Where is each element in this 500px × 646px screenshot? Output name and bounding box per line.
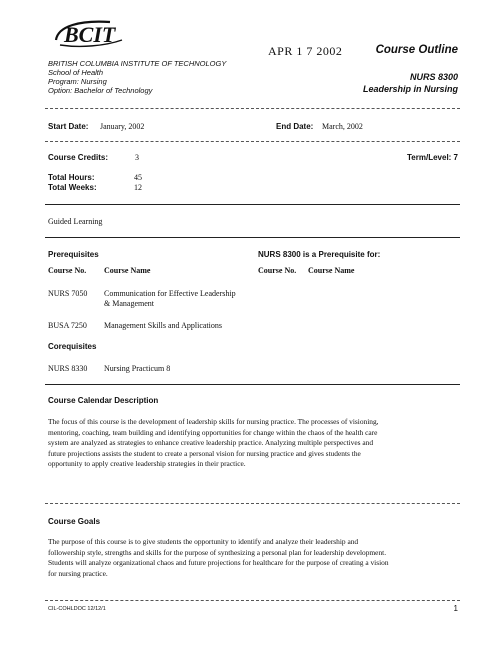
goals-line-4: for nursing practice. <box>48 568 108 578</box>
coreq-name: Nursing Practicum 8 <box>104 364 171 373</box>
prereq-col-course-name: Course Name <box>104 266 151 275</box>
footer-file-ref: CIL-COHLDOC 12/12/1 <box>48 606 106 612</box>
prereq-row-1-no: NURS 7050 <box>48 289 88 298</box>
prereq-col-course-no: Course No. <box>48 266 87 275</box>
prereq-for-col-course-no: Course No. <box>258 266 297 275</box>
prereq-heading: Prerequisites <box>48 250 99 259</box>
dates-divider <box>45 141 460 142</box>
totals-divider <box>45 204 460 205</box>
calendar-description <box>48 417 466 470</box>
bcit-logo <box>50 18 128 52</box>
prereq-for-col-course-name: Course Name <box>308 266 355 275</box>
calendar-line-4: future projections assists the student to create a personal vision for nursing practice and gives students the <box>48 448 361 458</box>
calendar-line-2: mentoring, coaching, team building and identifying opportunities for change within the chaos of the health care <box>48 427 378 437</box>
coreq-no: NURS 8330 <box>48 364 88 373</box>
prereq-row-1-name-cont: & Management <box>104 299 154 308</box>
option-name: Option: Bachelor of Technology <box>48 86 153 95</box>
end-date-label: End Date: <box>276 122 314 131</box>
course-code: NURS 8300 <box>409 72 458 82</box>
term-level: Term/Level: 7 <box>407 153 458 162</box>
prereq-row-2-no: BUSA 7250 <box>48 321 87 330</box>
received-stamp: APR 1 7 2002 <box>268 44 343 58</box>
footer-divider <box>45 600 460 601</box>
calendar-line-5: opportunity to apply creative leadership strategies in their practice. <box>48 459 246 469</box>
header-divider <box>45 108 460 109</box>
institute-name: BRITISH COLUMBIA INSTITUTE OF TECHNOLOGY <box>48 59 227 68</box>
end-date-value: March, 2002 <box>322 122 363 131</box>
credits-label: Course Credits: <box>48 153 109 162</box>
calendar-line-1: The focus of this course is the development of leadership skills for nursing practice. The processes of visioning, <box>48 417 379 426</box>
prereq-row-1-name: Communication for Effective Leadership <box>104 289 236 298</box>
coreq-divider <box>45 384 460 385</box>
total-hours-value: 45 <box>134 173 142 182</box>
goals-heading: Course Goals <box>48 517 101 526</box>
total-weeks-label: Total Weeks: <box>48 183 97 192</box>
total-weeks-value: 12 <box>134 183 142 192</box>
calendar-divider <box>45 503 460 504</box>
prereq-for-heading: NURS 8300 is a Prerequisite for: <box>258 250 381 259</box>
coreq-heading: Corequisites <box>48 342 97 351</box>
prereq-row-2-name: Management Skills and Applications <box>104 321 222 330</box>
svg-text:BCIT: BCIT <box>64 22 116 47</box>
goals-description <box>48 537 466 579</box>
page-number: 1 <box>453 604 458 613</box>
goals-line-3: Students will analyze organizational chaos and future projections for healthcare for the purpose of creating a vision <box>48 558 389 568</box>
goals-line-2: followership style, strengths and skills for the purpose of synthesizing a personal plan for leadership development. <box>48 547 387 557</box>
start-date-value: January, 2002 <box>100 122 145 131</box>
school-name: School of Health <box>48 68 104 77</box>
total-hours-label: Total Hours: <box>48 173 95 182</box>
program-name: Program: Nursing <box>48 77 107 86</box>
goals-line-1: The purpose of this course is to give students the opportunity to identify and analyze their leadership and <box>48 537 359 546</box>
credits-value: 3 <box>135 153 139 162</box>
course-title: Leadership in Nursing <box>362 84 458 94</box>
start-date-label: Start Date: <box>48 122 89 131</box>
delivery-divider <box>45 237 460 238</box>
calendar-heading: Course Calendar Description <box>48 396 159 405</box>
document-title: Course Outline <box>375 44 458 56</box>
calendar-line-3: system are analyzed as strategies to enhance creative leadership practice. Analyzing multiple perspectives and <box>48 438 374 448</box>
delivery-method: Guided Learning <box>48 217 103 226</box>
